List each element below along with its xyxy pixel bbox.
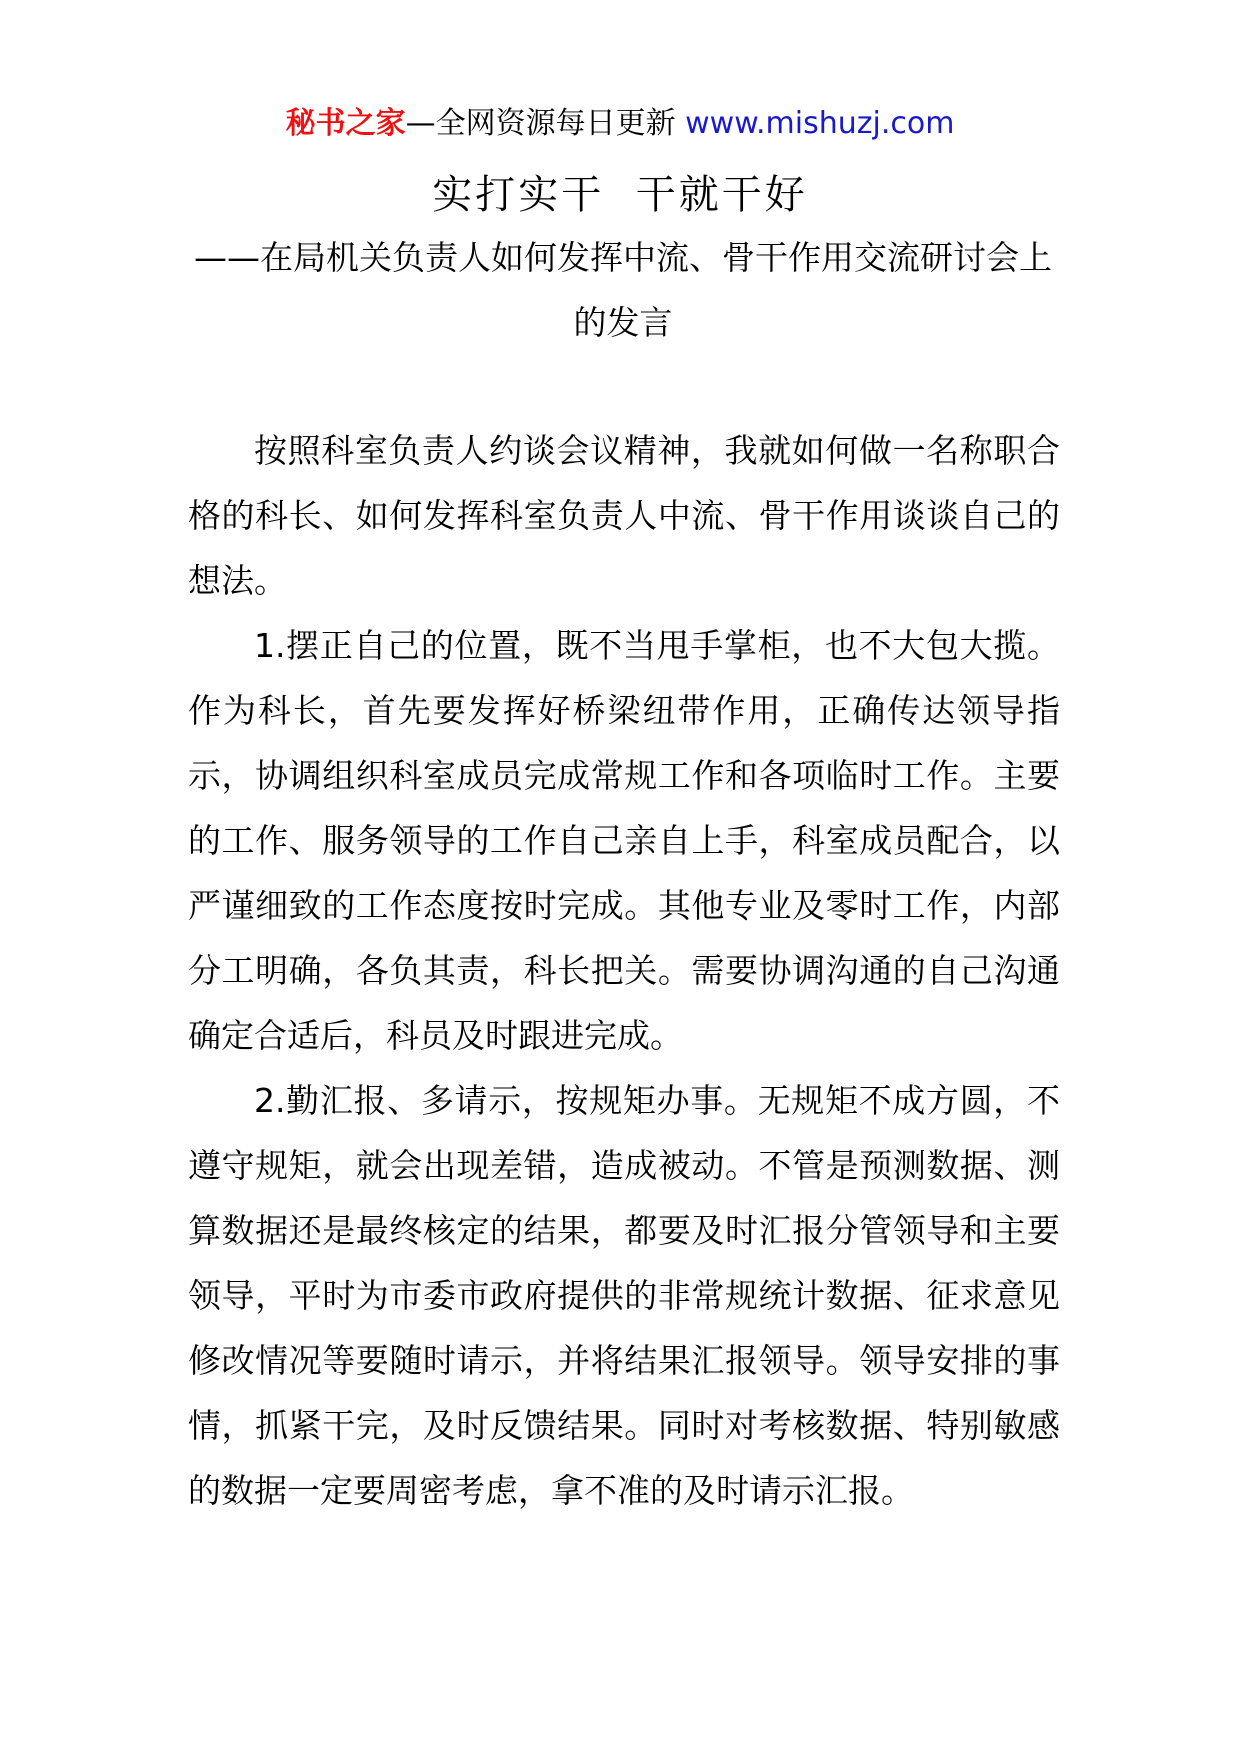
body-paragraph: 1.摆正自己的位置，既不当甩手掌柜，也不大包大揽。作为科长，首先要发挥好桥梁纽带作用，正确传达领导指示，协调组织科室成员完成常规工作和各项临时工作。主要的工作、服务领导的工作自己亲自上手，科室成员配合，以严谨细致的工作态度按时完成。其他专业及零时工作，内部分工明确，各负其责，科长把关。需要协调沟通的自己沟通确定合适后，科员及时跟进完成。 xyxy=(188,626,1060,1055)
body-paragraph: 按照科室负责人约谈会议精神，我就如何做一名称职合格的科长、如何发挥科室负责人中流、骨干作用谈谈自己的想法。 xyxy=(188,431,1060,600)
body-paragraph: 2.勤汇报、多请示，按规矩办事。无规矩不成方圆，不遵守规矩，就会出现差错，造成被动。不管是预测数据、测算数据还是最终核定的结果，都要及时汇报分管领导和主要领导，平时为市委市政府提供的非常规统计数据、征求意见修改情况等要随时请示，并将结果汇报领导。领导安排的事情，抓紧干完，及时反馈结果。同时对考核数据、特别敏感的数据一定要周密考虑，拿不准的及时请示汇报。 xyxy=(188,1081,1060,1510)
site-slogan: —全网资源每日更新 xyxy=(405,106,686,141)
document-body xyxy=(188,418,1060,1523)
document-title: 实打实干 干就干好 xyxy=(432,172,808,218)
site-url-link[interactable]: www.mishuzj.com xyxy=(685,106,955,141)
site-banner xyxy=(0,100,1240,148)
document-subtitle: ——在局机关负责人如何发挥中流、骨干作用交流研讨会上的发言 xyxy=(194,238,1052,342)
site-brand: 秘书之家 xyxy=(285,106,406,141)
